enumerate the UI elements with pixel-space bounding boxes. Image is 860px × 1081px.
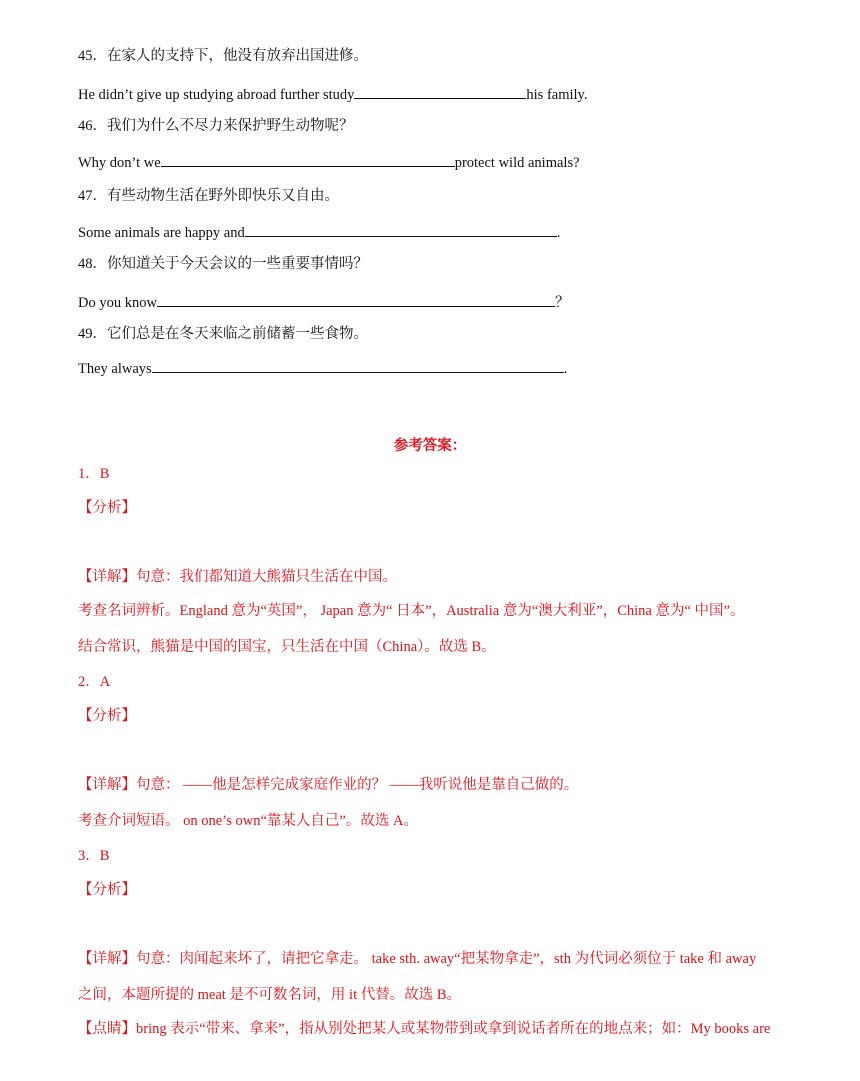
question-45-blank[interactable] <box>354 84 526 99</box>
answer-1-detail-3: 结合常识，熊猫是中国的国宝，只生活在中国（China）。故选 B。 <box>78 639 496 655</box>
question-46-blank[interactable] <box>161 152 455 167</box>
question-49-en-after: . <box>563 361 568 377</box>
question-45-cn: 45．在家人的支持下，他没有放弃出国进修。 <box>78 48 368 64</box>
question-49-cn: 49．它们总是在冬天来临之前储蓄一些食物。 <box>78 326 368 342</box>
answer-2-analysis: 【分析】 <box>78 708 136 724</box>
answer-1-analysis: 【分析】 <box>78 500 136 516</box>
answers-title: 参考答案： <box>393 438 467 454</box>
answer-1-detail-1: 【详解】句意：我们都知道大熊猫只生活在中国。 <box>78 569 397 585</box>
answer-1-number: 1．B <box>78 466 110 482</box>
question-49-en-before: They always <box>78 361 152 377</box>
question-48-en-before: Do you know <box>78 295 157 311</box>
answer-2-number: 2．A <box>78 674 111 690</box>
question-45-en <box>78 84 588 105</box>
question-47-cn: 47．有些动物生活在野外即快乐又自由。 <box>78 188 339 204</box>
question-45-en-before: He didn’t give up studying abroad further study <box>78 87 355 103</box>
answer-3-detail-1: 【详解】句意：肉闻起来坏了，请把它拿走。 take sth. away“把某物拿走”，sth 为代词必须位于 take 和 away <box>78 951 757 967</box>
question-46-cn: 46．我们为什么不尽力来保护野生动物呢？ <box>78 118 354 134</box>
answer-3-detail-2: 之间，本题所提的 meat 是不可数名词，用 it 代替。故选 B。 <box>78 987 462 1003</box>
question-49-blank[interactable] <box>152 358 564 373</box>
question-48-en-after: ？ <box>554 295 570 311</box>
answer-2-detail-2: 考查介词短语。 on one’s own“靠某人自己”。故选 A。 <box>78 813 418 829</box>
question-48-cn: 48．你知道关于今天会议的一些重要事情吗？ <box>78 256 368 272</box>
question-47-en-after: . <box>556 225 561 241</box>
question-45-en-after: his family. <box>526 87 588 103</box>
answer-3-analysis: 【分析】 <box>78 882 136 898</box>
question-48-blank[interactable] <box>157 292 555 307</box>
answer-2-detail-1: 【详解】句意： ——他是怎样完成家庭作业的？ ——我听说他是靠自己做的。 <box>78 777 579 793</box>
question-47-en <box>78 222 560 243</box>
question-46-en-after: protect wild animals? <box>454 155 580 171</box>
answer-3-number: 3．B <box>78 848 110 864</box>
question-46-en-before: Why don’t we <box>78 155 161 171</box>
answer-3-detail-3: 【点睛】bring 表示“带来、拿来”，指从别处把某人或某物带到或拿到说话者所在的地点来；如：My books are <box>78 1021 771 1037</box>
answer-1-detail-2: 考查名词辨析。England 意为“英国”， Japan 意为“ 日本”，Australia 意为“澳大利亚”，China 意为“ 中国”。 <box>78 603 745 619</box>
question-46-en <box>78 152 580 173</box>
question-49-en <box>78 358 567 379</box>
question-47-blank[interactable] <box>245 222 557 237</box>
question-48-en <box>78 292 569 313</box>
question-47-en-before: Some animals are happy and <box>78 225 245 241</box>
